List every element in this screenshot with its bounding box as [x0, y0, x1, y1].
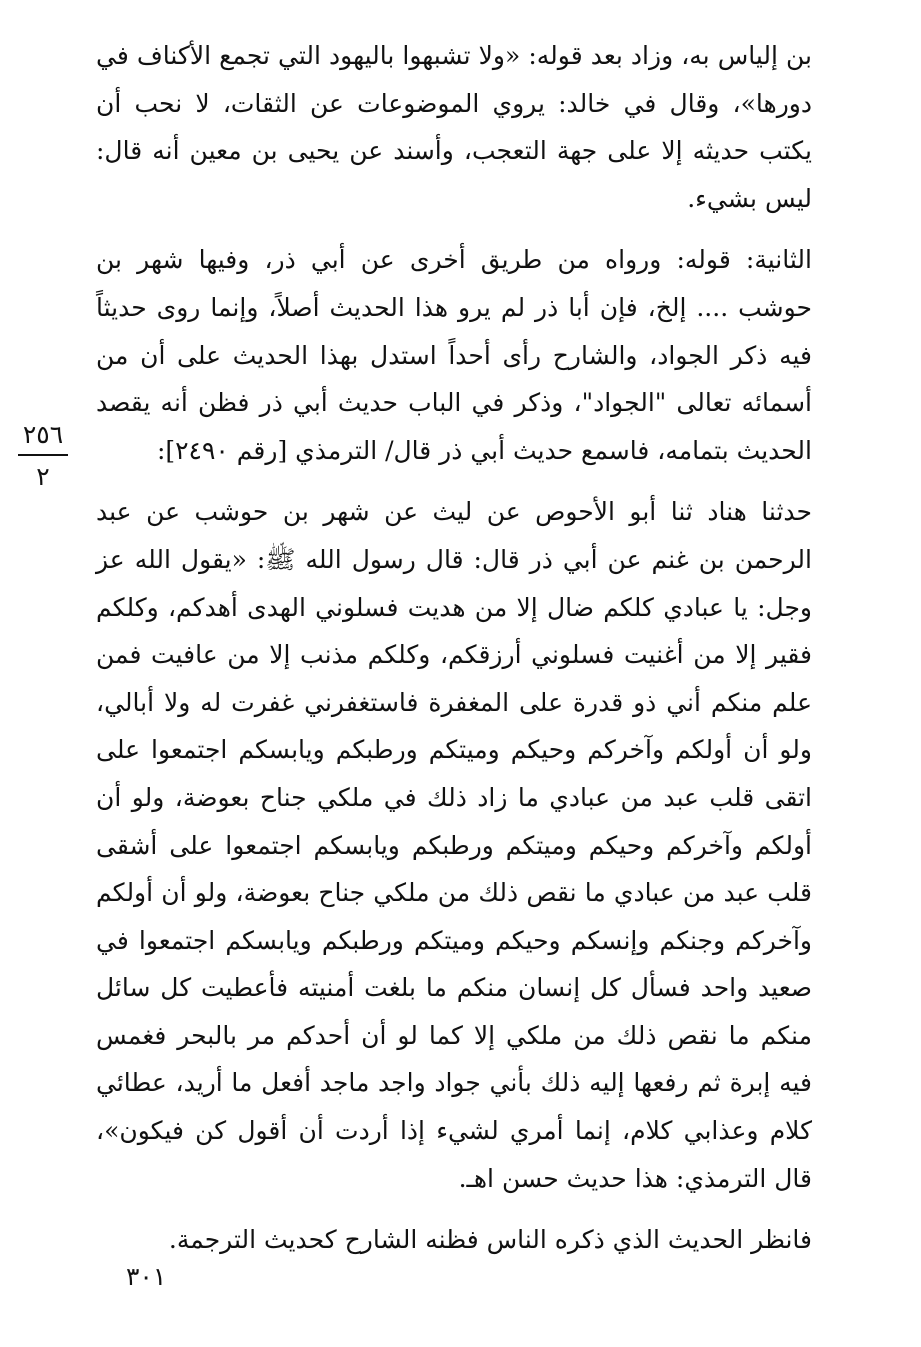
paragraph-2: الثانية: قوله: ورواه من طريق أخرى عن أبي ذر، وفيها شهر بن حوشب .... إلخ، فإن أبا ذر لم يرو هذا الحديث أصلاً، وإنما روى حديثاً فيه ذكر الجواد، والشارح رأى أحداً استدل بهذا الحديث على أن من أسمائه تعالى "الجواد"، وذكر في الباب حديث أبي ذر فظن أنه يقصد الحديث بتمامه، فاسمع حديث أبي ذر قال/ الترمذي [رقم ٢٤٩٠]: — [96, 245, 812, 465]
margin-reference — [14, 420, 72, 492]
page-number: ٣٠١ — [126, 1262, 167, 1291]
paragraph-4: فانظر الحديث الذي ذكره الناس فظنه الشارح كحديث الترجمة. — [168, 1225, 812, 1255]
page-body — [96, 32, 812, 1264]
margin-ref-top: ٢٥٦ — [22, 420, 64, 449]
margin-ref-divider — [18, 454, 68, 456]
paragraph-1: بن إلياس به، وزاد بعد قوله: «ولا تشبهوا باليهود التي تجمع الأكناف في دورها»، وقال في خالد: يروي الموضوعات عن الثقات، لا نحب أن يكتب حديثه إلا على جهة التعجب، وأسند عن يحيى بن معين أنه قال: ليس بشيء. — [96, 41, 812, 213]
margin-ref-bottom: ٢ — [36, 462, 50, 491]
paragraph-3: حدثنا هناد ثنا أبو الأحوص عن ليث عن شهر بن حوشب عن عبد الرحمن بن غنم عن أبي ذر قال: قال رسول الله ﷺ: «يقول الله عز وجل: يا عبادي كلكم ضال إلا من هديت فسلوني الهدى أهدكم، وكلكم فقير إلا من أغنيت فسلوني أرزقكم، وكلكم مذنب إلا من عافيت فمن علم منكم أني ذو قدرة على المغفرة فاستغفرني غفرت له ولا أبالي، ولو أن أولكم وآخركم وحيكم وميتكم ورطبكم ويابسكم اجتمعوا على اتقى قلب عبد من عبادي ما زاد ذلك في ملكي جناح بعوضة، ولو أن أولكم وآخركم وحيكم وميتكم ورطبكم ويابسكم اجتمعوا على أشقى قلب عبد من عبادي ما نقص ذلك من ملكي جناح بعوضة، ولو أن أولكم وآخركم وجنكم وإنسكم وحيكم وميتكم ورطبكم ويابسكم اجتمعوا في صعيد واحد فسأل كل إنسان منكم ما بلغت أمنيته فأعطيت كل سائل منكم ما نقص ذلك من ملكي إلا كما لو أن أحدكم مر بالبحر فغمس فيه إبرة ثم رفعها إليه ذلك بأني جواد واجد ماجد أفعل ما أريد، عطائي كلام وعذابي كلام، إنما أمري لشيء إذا أردت أن أقول كن فيكون»، قال الترمذي: هذا حديث حسن اهـ. — [96, 497, 812, 1193]
